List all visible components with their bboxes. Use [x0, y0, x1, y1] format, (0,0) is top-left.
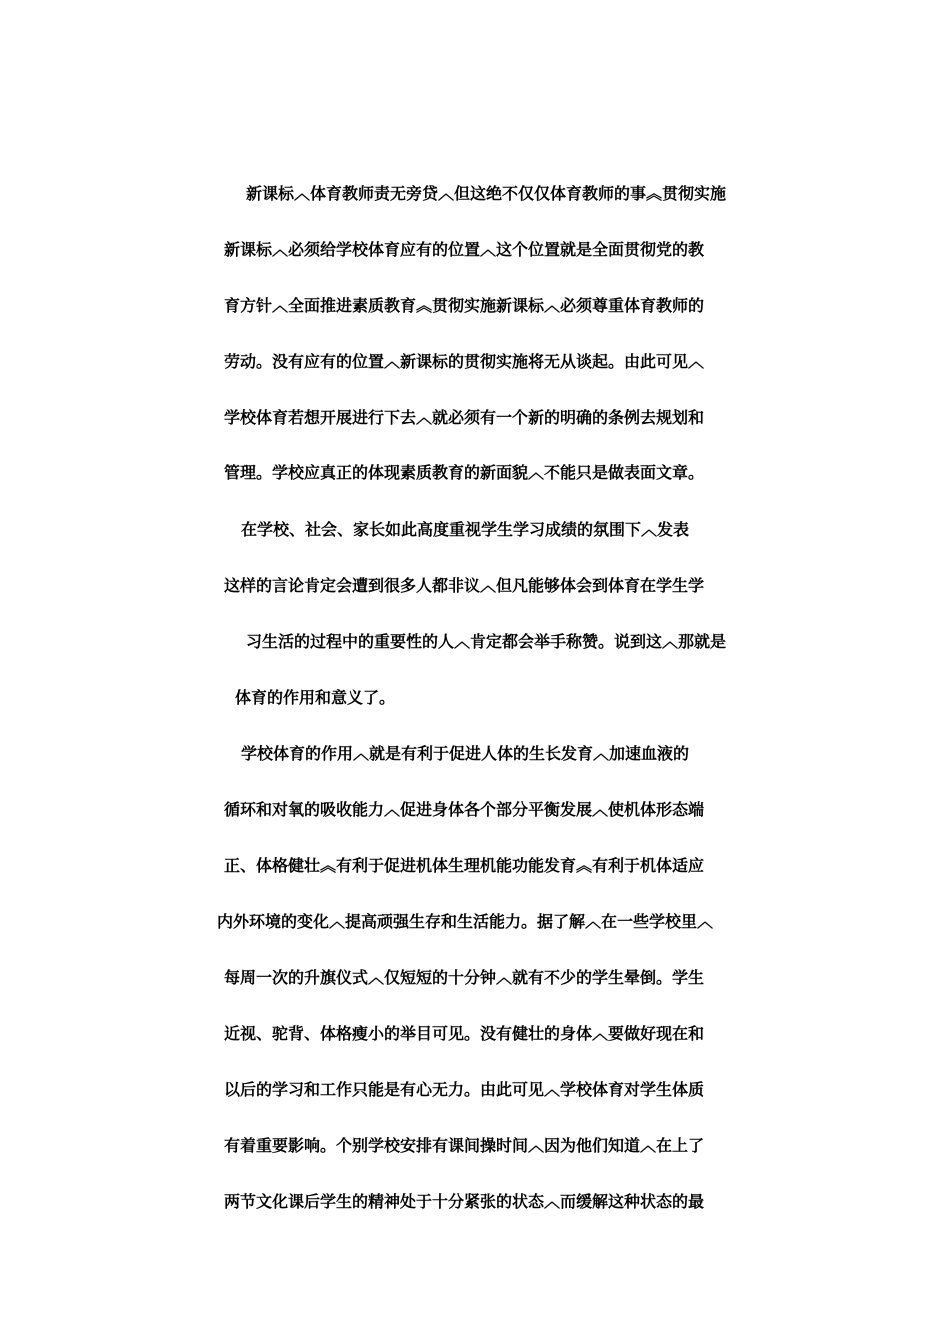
text-line: 每周一次的升旗仪式︿仅短短的十分钟︿就有不少的学生晕倒。学生 [224, 968, 705, 987]
text-line: 新课标︿体育教师责无旁贷︿但这绝不仅仅体育教师的事︽贯彻实施 [246, 184, 727, 203]
text-line: 育方针︿全面推进素质教育︽贯彻实施新课标︿必须尊重体育教师的 [224, 296, 705, 315]
text-line: 这样的言论肯定会遭到很多人都非议︿但凡能够体会到体育在学生学 [224, 576, 705, 595]
text-line: 管理。学校应真正的体现素质教育的新面貌︿不能只是做表面文章。 [224, 463, 705, 482]
text-line: 近视、驼背、体格瘦小的举目可见。没有健壮的身体︿要做好现在和 [224, 1024, 705, 1043]
text-line: 体育的作用和意义了。 [235, 688, 396, 707]
text-line: 循环和对氧的吸收能力︿促进身体各个部分平衡发展︿使机体形态端 [224, 800, 705, 819]
text-line: 有着重要影响。个别学校安排有课间操时间︿因为他们知道︿在上了 [224, 1136, 705, 1155]
text-line: 以后的学习和工作只能是有心无力。由此可见︿学校体育对学生体质 [224, 1080, 705, 1099]
text-line: 两节文化课后学生的精神处于十分紧张的状态︿而缓解这种状态的最 [224, 1192, 705, 1211]
text-line: 劳动。没有应有的位置︿新课标的贯彻实施将无从谈起。由此可见︿ [224, 352, 705, 371]
text-line: 在学校、社会、家长如此高度重视学生学习成绩的氛围下︿发表 [241, 520, 690, 539]
text-line: 学校体育若想开展进行下去︿就必须有一个新的明确的条例去规划和 [224, 408, 705, 427]
text-line: 新课标︿必须给学校体育应有的位置︿这个位置就是全面贯彻党的教 [224, 240, 705, 259]
text-line: 正、体格健壮︽有利于促进机体生理机能功能发育︽有利于机体适应 [224, 856, 705, 875]
text-line: 内外环境的变化︿提高顽强生存和生活能力。据了解︿在一些学校里︿ [217, 912, 714, 931]
text-line: 习生活的过程中的重要性的人︿肯定都会举手称赞。说到这︿那就是 [246, 632, 727, 651]
text-line: 学校体育的作用︿就是有利于促进人体的生长发育︿加速血液的 [241, 744, 690, 763]
